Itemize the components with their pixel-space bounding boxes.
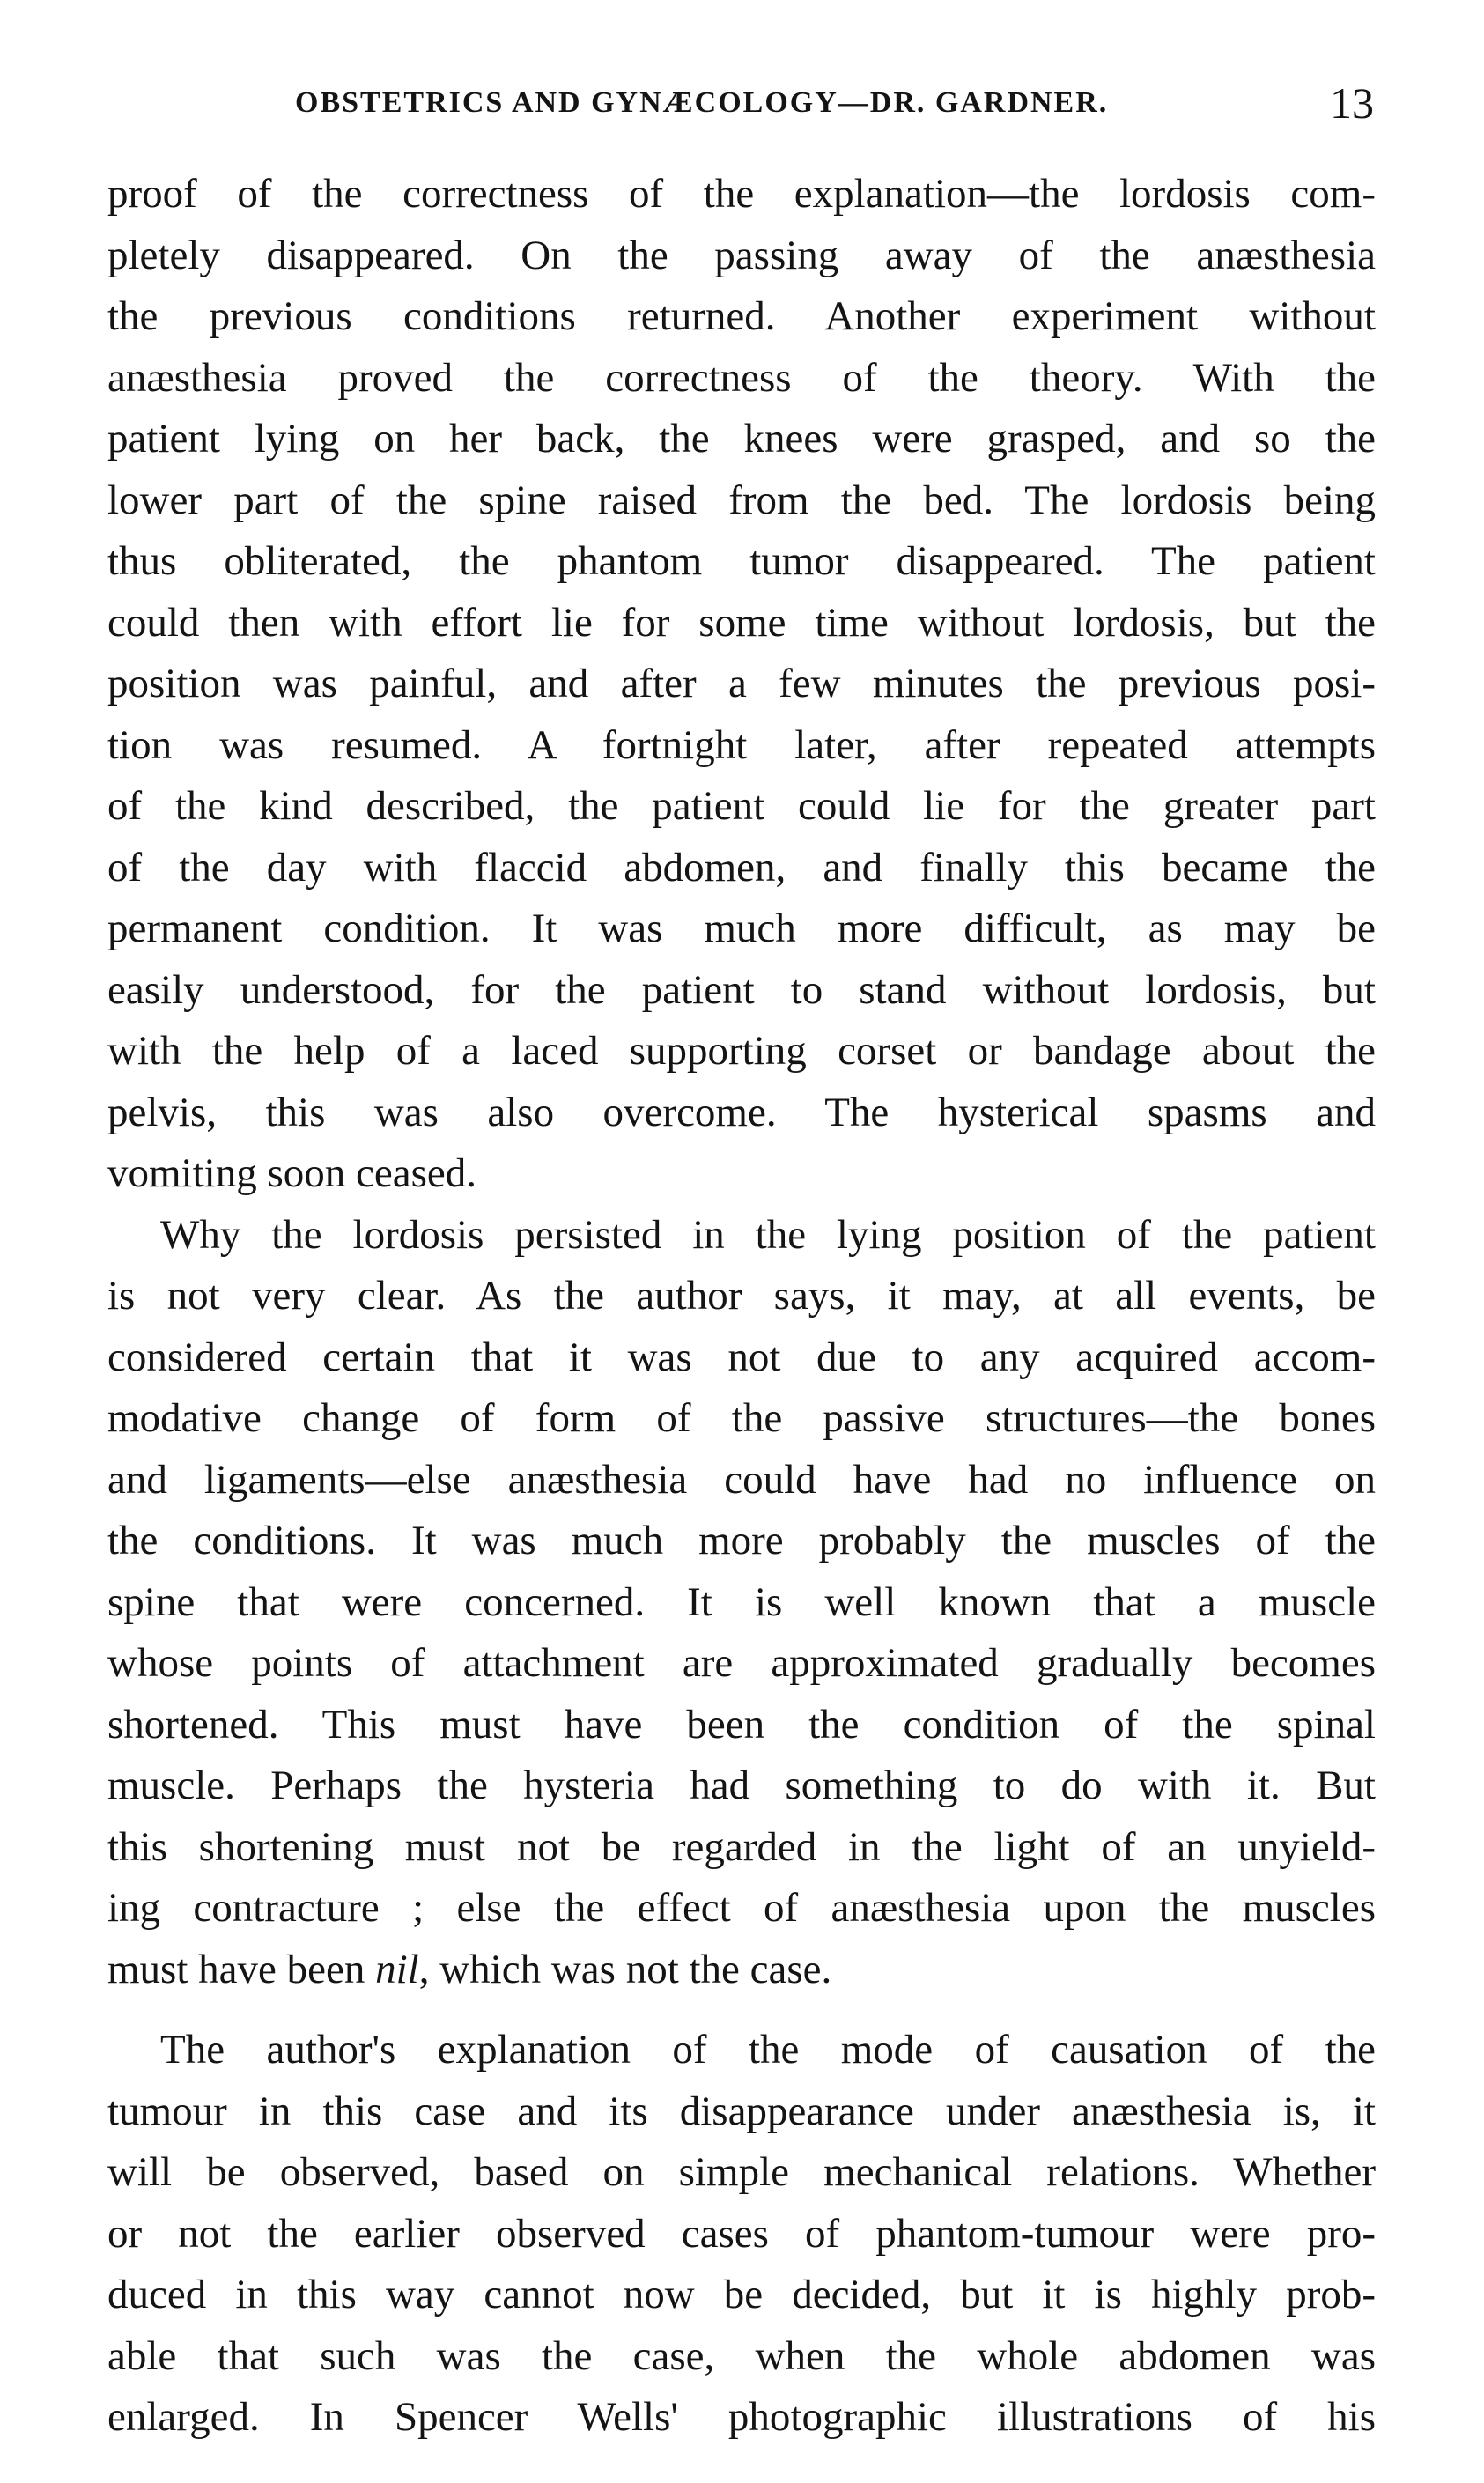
text-segment: , which was not the case.: [418, 1946, 832, 1992]
text-line: enlarged. In Spencer Wells' photographic illustrations of his: [107, 2394, 1376, 2440]
text-line: ing contracture ; else the effect of anæsthesia upon the muscles: [107, 1885, 1376, 1931]
text-line: tion was resumed. A fortnight later, after repeated attempts: [107, 721, 1376, 768]
text-line: considered certain that it was not due to any acquired accom-: [107, 1334, 1376, 1380]
text-line: The author's explanation of the mode of causation of the: [160, 2027, 1376, 2073]
text-line: lower part of the spine raised from the bed. The lordosis being: [107, 477, 1376, 523]
text-line: able that such was the case, when the whole abdomen was: [107, 2332, 1376, 2379]
page-number: 13: [1330, 78, 1374, 128]
text-line: could then with effort lie for some time without lordosis, but the: [107, 599, 1376, 646]
body-text: [107, 164, 1376, 2449]
text-line: will be observed, based on simple mechanical relations. Whether: [107, 2149, 1376, 2195]
italic-word: nil: [375, 1946, 419, 1992]
text-line: this shortening must not be regarded in the light of an unyield-: [107, 1823, 1376, 1870]
text-line: Why the lordosis persisted in the lying position of the patient: [160, 1211, 1376, 1258]
paragraph-2: [107, 1205, 1376, 2001]
text-line: anæsthesia proved the correctness of the theory. With the: [107, 354, 1376, 401]
running-header: [106, 78, 1374, 130]
text-line: the conditions. It was much more probably the muscles of the: [107, 1518, 1376, 1563]
text-line: or not the earlier observed cases of phantom-tumour were pro-: [107, 2210, 1376, 2257]
text-line: permanent condition. It was much more difficult, as may be: [107, 905, 1376, 951]
text-line: patient lying on her back, the knees were grasped, and so the: [107, 416, 1376, 462]
text-line: spine that were concerned. It is well known that a muscle: [107, 1578, 1376, 1625]
text-line: muscle. Perhaps the hysteria had something to do with it. But: [107, 1762, 1376, 1808]
text-line: of the day with flaccid abdomen, and finally this became the: [107, 844, 1376, 890]
text-line: shortened. This must have been the condition of the spinal: [107, 1701, 1376, 1748]
text-line: pelvis, this was also overcome. The hysterical spasms and: [107, 1089, 1376, 1135]
text-line: of the kind described, the patient could lie for the greater part: [107, 783, 1376, 829]
text-line: and ligaments—else anæsthesia could have had no influence on: [107, 1456, 1376, 1503]
text-line: proof of the correctness of the explanation—the lordosis com-: [107, 171, 1376, 217]
text-line: duced in this way cannot now be decided, but it is highly prob-: [107, 2272, 1376, 2317]
text-line: pletely disappeared. On the passing away of the anæsthesia: [107, 232, 1376, 278]
text-segment: must have been: [107, 1946, 376, 1992]
paragraph-1: [107, 164, 1376, 1205]
paragraph-3: [107, 2020, 1376, 2449]
text-line: position was painful, and after a few minutes the previous posi-: [107, 661, 1376, 706]
text-line: with the help of a laced supporting corset or bandage about the: [107, 1028, 1376, 1074]
text-line: is not very clear. As the author says, it may, at all events, be: [107, 1273, 1376, 1319]
text-line: the previous conditions returned. Another experiment without: [107, 293, 1376, 339]
text-line: thus obliterated, the phantom tumor disappeared. The patient: [107, 538, 1376, 584]
text-line-with-italic: [107, 1940, 1376, 2001]
text-line: whose points of attachment are approximated gradually becomes: [107, 1640, 1376, 1686]
text-line: modative change of form of the passive structures—the bones: [107, 1395, 1376, 1441]
running-title: OBSTETRICS AND GYNÆCOLOGY—DR. GARDNER.: [295, 86, 1109, 119]
paragraph-spacer: [107, 2000, 1376, 2020]
text-line: vomiting soon ceased.: [107, 1150, 477, 1196]
text-line: easily understood, for the patient to stand without lordosis, but: [107, 966, 1376, 1013]
text-line: tumour in this case and its disappearance under anæsthesia is, it: [107, 2088, 1376, 2134]
